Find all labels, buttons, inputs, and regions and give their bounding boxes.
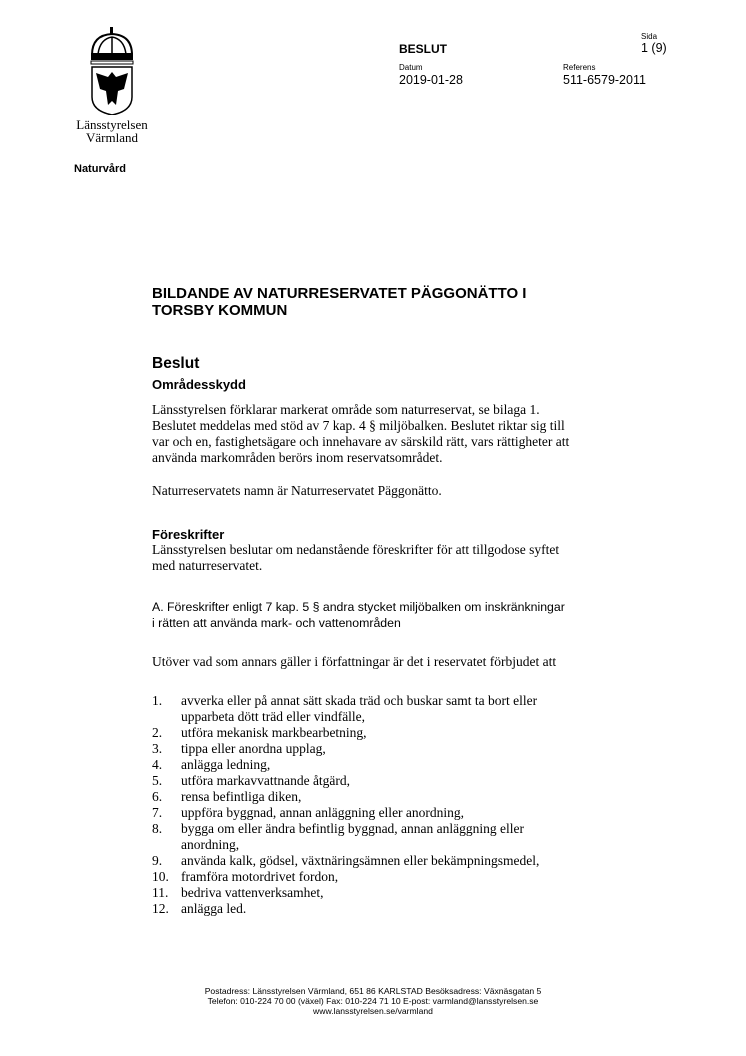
page-label: Sida <box>641 32 658 41</box>
coat-of-arms-logo <box>86 27 138 115</box>
list-item-number: 2. <box>152 725 163 740</box>
list-item-text: tippa eller anordna upplag, <box>181 741 326 756</box>
paragraph-reserve-name: Naturreservatets namn är Naturreservatet Päggonätto. <box>152 483 442 498</box>
title-line-2: TORSBY KOMMUN <box>152 302 288 319</box>
paragraph-foreskrifter-intro <box>152 542 622 574</box>
list-item-text: bygga om eller ändra befintlig byggnad, annan anläggning eller <box>181 821 525 836</box>
department: Naturvård <box>74 163 126 175</box>
date-value: 2019-01-28 <box>399 73 463 87</box>
logo-text <box>62 118 162 144</box>
list-item-text: avverka eller på annat sätt skada träd och buskar samt ta bort eller <box>181 693 538 708</box>
doc-type: BESLUT <box>399 42 447 56</box>
list-item-text: rensa befintliga diken, <box>181 789 302 804</box>
list-item <box>152 853 632 869</box>
paragraph-omradesskydd <box>152 402 622 466</box>
list-item-text: använda kalk, gödsel, växtnäringsämnen eller bekämpningsmedel, <box>181 853 540 868</box>
document-title <box>152 285 526 319</box>
text-line: A. Föreskrifter enligt 7 kap. 5 § andra stycket miljöbalken om inskränkningar <box>152 600 565 614</box>
list-intro: Utöver vad som annars gäller i författningar är det i reservatet förbjudet att <box>152 654 557 669</box>
text-line: använda markområden berörs inom reservatsområdet. <box>152 450 443 465</box>
list-item-number: 9. <box>152 853 163 868</box>
list-item-number: 4. <box>152 757 163 772</box>
list-item <box>152 757 632 773</box>
list-item <box>152 869 632 885</box>
list-item-text: framföra motordrivet fordon, <box>181 869 339 884</box>
ref-value: 511-6579-2011 <box>563 73 646 87</box>
text-line: i rätten att använda mark- och vattenområden <box>152 616 401 630</box>
list-item <box>152 693 632 725</box>
list-item-number: 8. <box>152 821 163 836</box>
list-item <box>152 821 632 853</box>
text-line: Länsstyrelsen beslutar om nedanstående föreskrifter för att tillgodose syftet <box>152 542 560 557</box>
list-item-number: 7. <box>152 805 163 820</box>
text-line: Länsstyrelsen förklarar markerat område som naturreservat, se bilaga 1. <box>152 402 540 417</box>
paragraph-section-a <box>152 599 632 631</box>
list-item-text: upparbeta dött träd eller vindfälle, <box>181 709 366 724</box>
list-item-number: 12. <box>152 901 169 916</box>
list-item <box>152 789 632 805</box>
list-item-text: utföra markavvattnande åtgärd, <box>181 773 351 788</box>
list-item-number: 6. <box>152 789 163 804</box>
footer <box>73 986 673 1016</box>
logo-line-2: Värmland <box>86 130 138 145</box>
list-item <box>152 773 632 789</box>
list-item-number: 1. <box>152 693 163 708</box>
title-line-1: BILDANDE AV NATURRESERVATET PÄGGONÄTTO I <box>152 285 527 302</box>
prohibition-list <box>152 693 632 917</box>
footer-contact: Telefon: 010-224 70 00 (växel) Fax: 010-224 71 10 E-post: varmland@lansstyrelsen.se <box>207 996 539 1006</box>
list-item-number: 3. <box>152 741 163 756</box>
list-item-text: uppföra byggnad, annan anläggning eller anordning, <box>181 805 465 820</box>
list-item-text: anlägga led. <box>181 901 247 916</box>
list-item-number: 5. <box>152 773 163 788</box>
text-line: var och en, fastighetsägare och innehavare av särskild rätt, vars rättigheter att <box>152 434 570 449</box>
list-item <box>152 901 632 917</box>
footer-website: www.lansstyrelsen.se/varmland <box>313 1006 433 1016</box>
section-heading-beslut: Beslut <box>152 355 200 372</box>
list-item-number: 10. <box>152 869 169 884</box>
footer-address: Postadress: Länsstyrelsen Värmland, 651 86 KARLSTAD Besöksadress: Växnäsgatan 5 <box>204 986 542 996</box>
text-line: med naturreservatet. <box>152 558 263 573</box>
heading-foreskrifter: Föreskrifter <box>152 527 225 542</box>
list-item-number: 11. <box>152 885 169 900</box>
list-item <box>152 805 632 821</box>
list-item-text: bedriva vattenverksamhet, <box>181 885 324 900</box>
list-item <box>152 885 632 901</box>
list-item-text: anordning, <box>181 837 240 852</box>
ref-label: Referens <box>563 63 596 72</box>
list-item <box>152 725 632 741</box>
logo-line-1: Länsstyrelsen <box>76 117 148 132</box>
list-item-text: anlägga ledning, <box>181 757 271 772</box>
page-value: 1 (9) <box>641 41 667 55</box>
text-line: Beslutet meddelas med stöd av 7 kap. 4 § miljöbalken. Beslutet riktar sig till <box>152 418 565 433</box>
date-label: Datum <box>399 63 423 72</box>
list-item <box>152 741 632 757</box>
heading-omradesskydd: Områdesskydd <box>152 377 246 392</box>
list-item-text: utföra mekanisk markbearbetning, <box>181 725 367 740</box>
